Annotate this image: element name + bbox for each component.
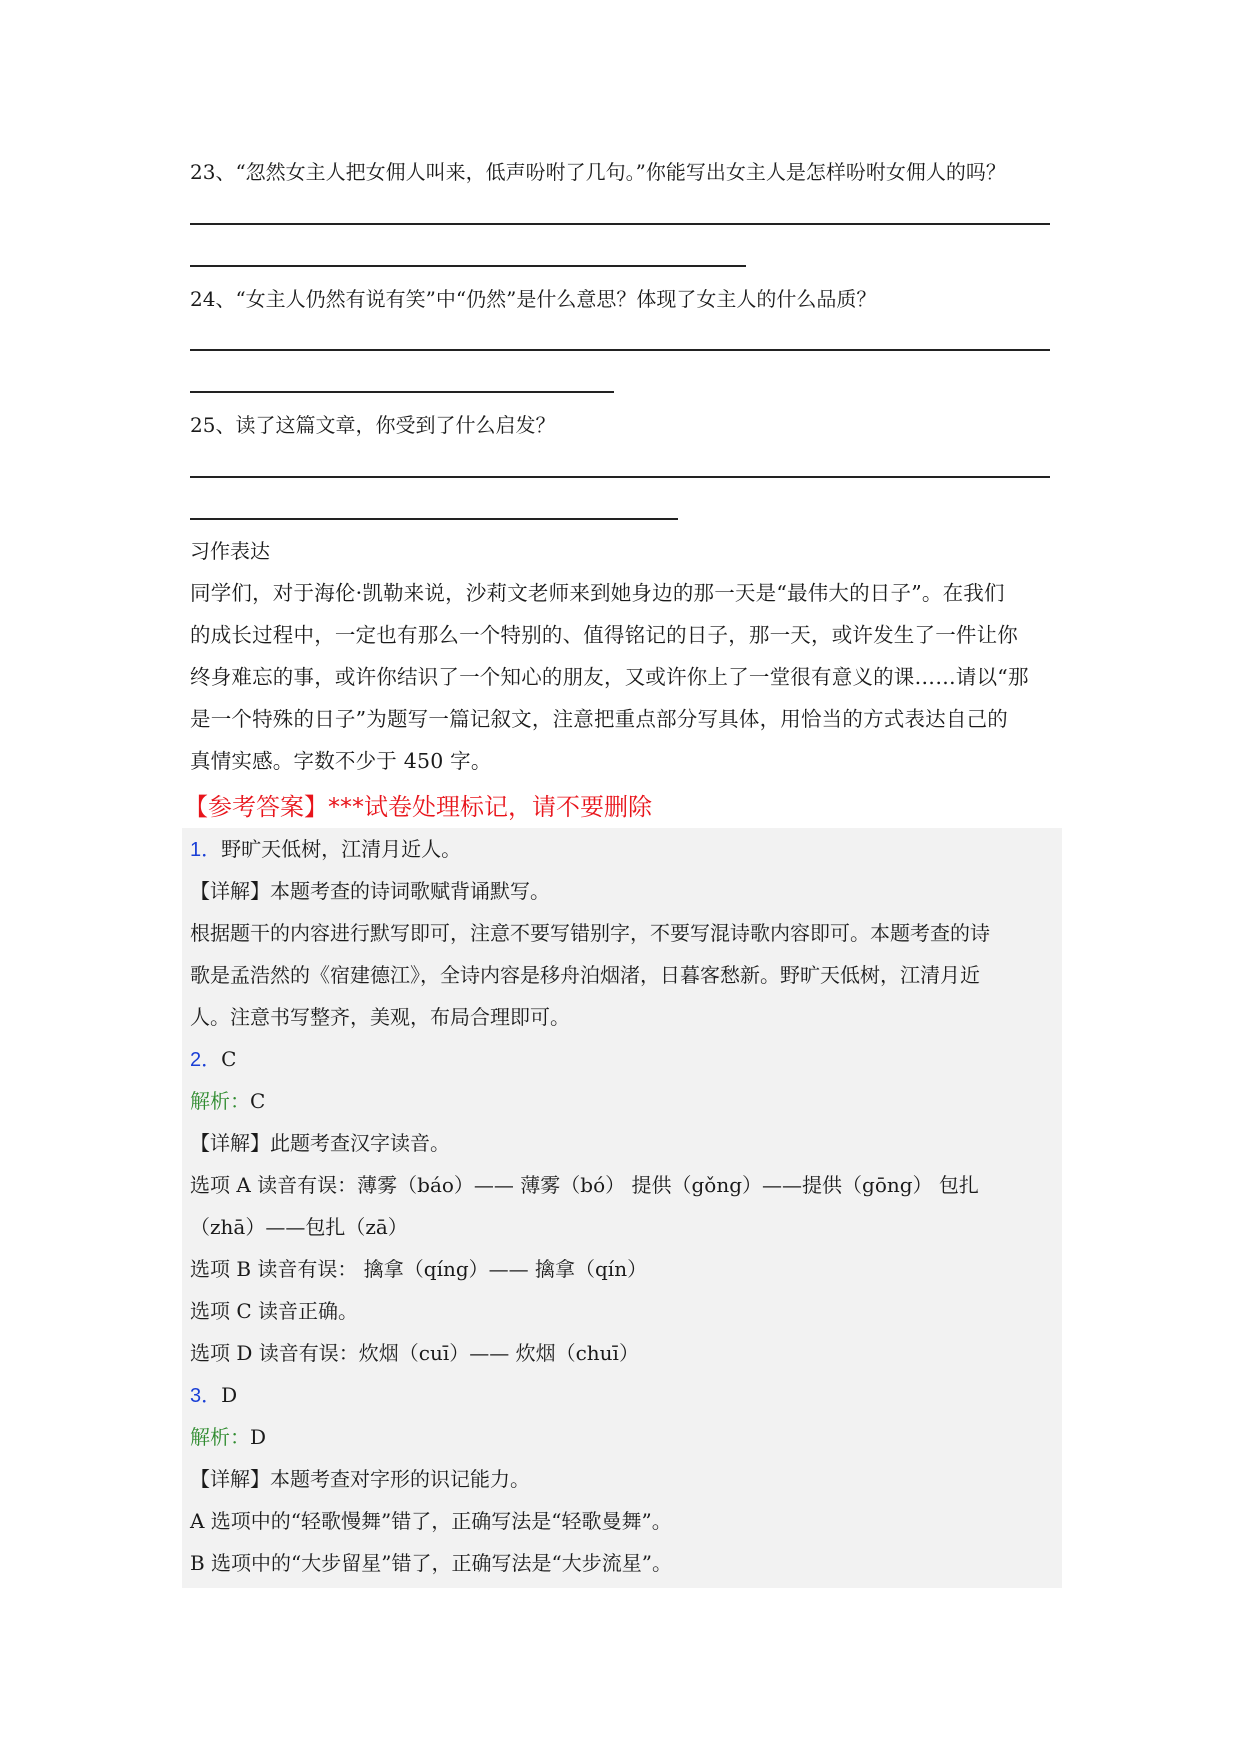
writing-line: 真情实感。字数不少于 450 字。 — [190, 749, 492, 773]
explanation-line: B 选项中的“大步留星”错了，正确写法是“大步流星”。 — [190, 1551, 672, 1575]
detail-label: 【详解】本题考查的诗词歌赋背诵默写。 — [190, 879, 550, 903]
answer-1 — [190, 834, 461, 865]
answer-number: 2． — [190, 1049, 222, 1071]
writing-line: 是一个特殊的日子”为题写一篇记叙文，注意把重点部分写具体，用恰当的方式表达自己的 — [190, 707, 1008, 731]
explanation-line: 选项 B 读音有误： 擒拿（qíng）—— 擒拿（qín） — [190, 1257, 648, 1281]
question-24: 24、“女主人仍然有说有笑”中“仍然”是什么意思？体现了女主人的什么品质？ — [190, 287, 877, 311]
writing-prompt — [190, 572, 1060, 782]
writing-line: 同学们，对于海伦·凯勒来说，沙莉文老师来到她身边的那一天是“最伟大的日子”。在我们 — [190, 581, 1005, 605]
answer-section — [182, 828, 1062, 1588]
answer-blank-line[interactable] — [190, 223, 1050, 225]
question-23: 23、“忽然女主人把女佣人叫来，低声吩咐了几句。”你能写出女主人是怎样吩咐女佣人的吗？ — [190, 160, 1006, 184]
explanation-line: 根据题干的内容进行默写即可，注意不要写错别字，不要写混诗歌内容即可。本题考查的诗 — [190, 921, 990, 945]
answer-blank-line[interactable] — [190, 265, 746, 267]
writing-line: 终身难忘的事，或许你结识了一个知心的朋友，又或许你上了一堂很有意义的课……请以“那 — [190, 665, 1029, 689]
answer-blank-line[interactable] — [190, 476, 1050, 478]
detail-label: 【详解】此题考查汉字读音。 — [190, 1131, 450, 1155]
analysis-line — [190, 1086, 265, 1116]
answer-key-title: 【参考答案】***试卷处理标记，请不要删除 — [184, 793, 652, 821]
answer-text: D — [221, 1383, 238, 1407]
detail-label: 【详解】本题考查对字形的识记能力。 — [190, 1467, 530, 1491]
question-25: 25、读了这篇文章，你受到了什么启发？ — [190, 413, 556, 437]
explanation-line: （zhā）——包扎（zā） — [190, 1215, 408, 1239]
analysis-label: 解析： — [190, 1089, 250, 1113]
answer-2 — [190, 1044, 236, 1075]
writing-heading: 习作表达 — [190, 539, 270, 563]
explanation-line: 选项 C 读音正确。 — [190, 1299, 359, 1323]
analysis-value: D — [250, 1425, 267, 1449]
answer-number: 1． — [190, 839, 222, 861]
analysis-line — [190, 1422, 266, 1452]
analysis-value: C — [250, 1089, 266, 1113]
answer-text: 野旷天低树，江清月近人。 — [221, 837, 462, 861]
answer-blank-line[interactable] — [190, 349, 1050, 351]
answer-blank-line[interactable] — [190, 518, 678, 520]
writing-line: 的成长过程中，一定也有那么一个特别的、值得铭记的日子，那一天，或许发生了一件让你 — [190, 623, 1018, 647]
explanation-line: 选项 A 读音有误：薄雾（báo）—— 薄雾（bó） 提供（gǒng）——提供（gōng） 包扎 — [190, 1173, 979, 1197]
explanation-line: 歌是孟浩然的《宿建德江》，全诗内容是移舟泊烟渚，日暮客愁新。野旷天低树，江清月近 — [190, 963, 980, 987]
analysis-label: 解析： — [190, 1425, 250, 1449]
answer-text: C — [221, 1047, 237, 1071]
answer-number: 3． — [190, 1385, 222, 1407]
answer-3 — [190, 1380, 237, 1411]
explanation-line: 人。注意书写整齐，美观，布局合理即可。 — [190, 1005, 570, 1029]
answer-blank-line[interactable] — [190, 391, 614, 393]
explanation-line: 选项 D 读音有误：炊烟（cuī）—— 炊烟（chuī） — [190, 1341, 639, 1365]
explanation-line: A 选项中的“轻歌慢舞”错了，正确写法是“轻歌曼舞”。 — [190, 1509, 672, 1533]
